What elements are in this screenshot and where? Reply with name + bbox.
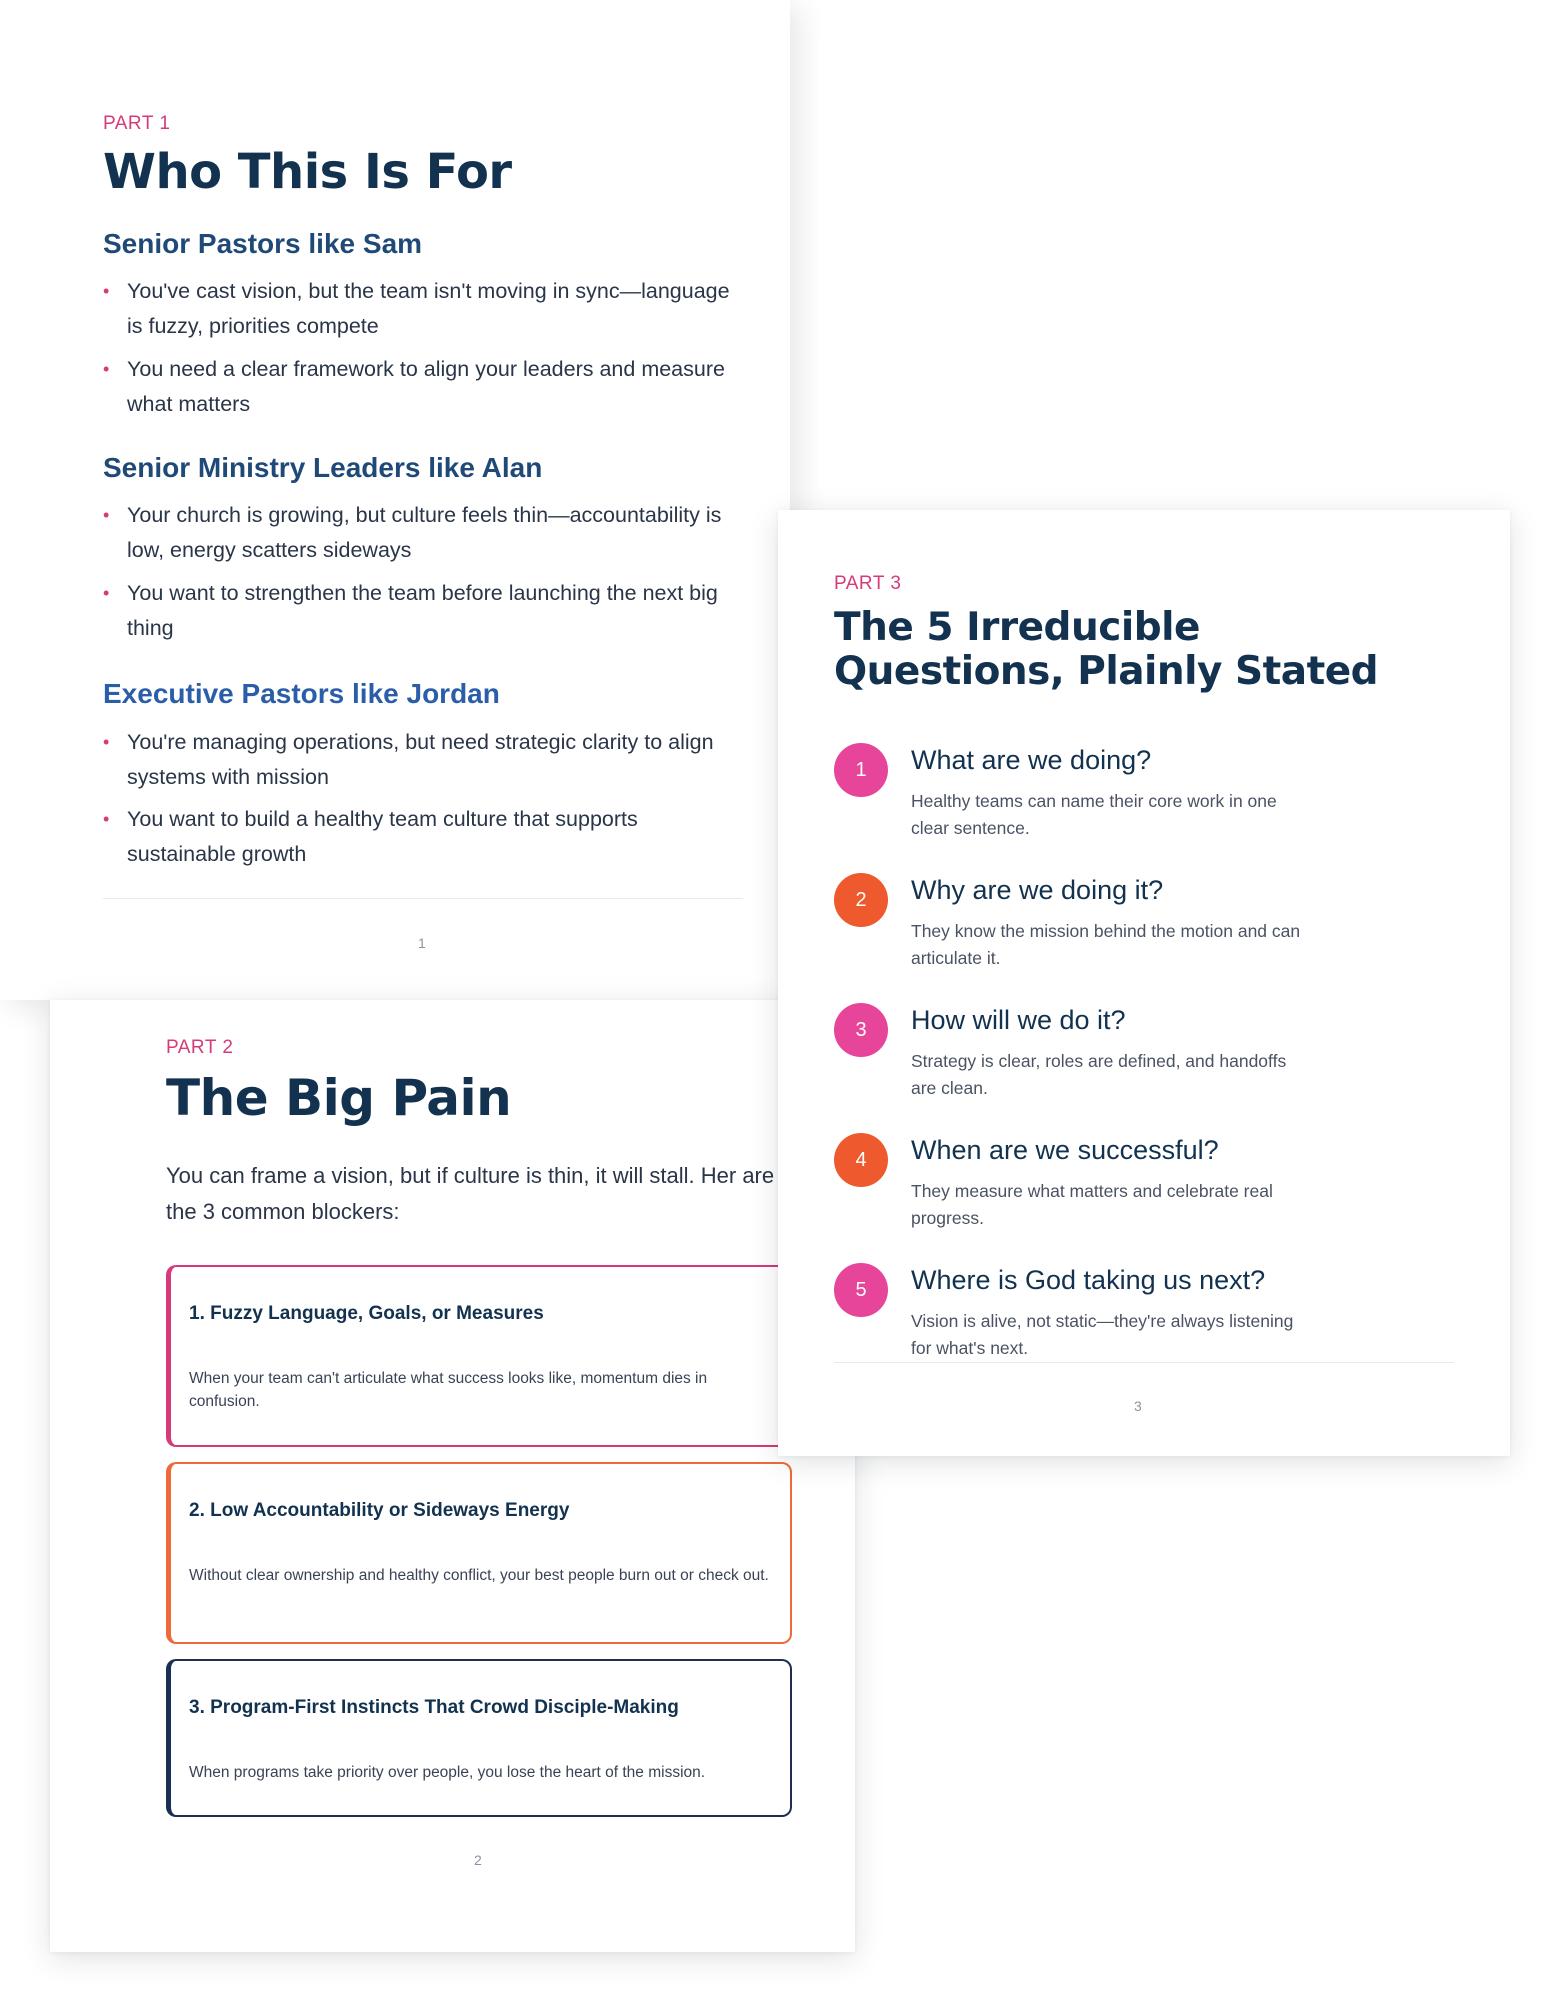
section-heading: Senior Ministry Leaders like Alan: [103, 452, 543, 483]
question-description: They measure what matters and celebrate real progress.: [911, 1181, 1273, 1228]
page-title: [834, 606, 1378, 693]
blocker-card: [166, 1659, 792, 1817]
bullet-item: • You want to build a healthy team culture that supports sustainable growth: [103, 802, 747, 872]
question-description: Vision is alive, not static—they're always listening for what's next.: [911, 1311, 1294, 1358]
question-description: They know the mission behind the motion and can articulate it.: [911, 921, 1301, 968]
card-body: When your team can't articulate what success looks like, momentum dies in confusion.: [189, 1370, 708, 1410]
part-label: PART 3: [834, 573, 902, 594]
page-part-1: [0, 0, 790, 1000]
part-label: PART 1: [103, 113, 171, 134]
bullet-item: • Your church is growing, but culture feels thin—accountability is low, energy scatters sideways: [103, 498, 747, 568]
page-part-3: [778, 510, 1510, 1456]
blocker-card: [166, 1462, 792, 1644]
card-title: 3. Program-First Instincts That Crowd Disciple-Making: [189, 1697, 679, 1718]
number-badge: 2: [834, 873, 888, 927]
page-number: 3: [1134, 1398, 1142, 1414]
question-title: Why are we doing it?: [911, 875, 1164, 905]
blocker-card: [166, 1265, 792, 1447]
number-badge: 1: [834, 743, 888, 797]
bullet-item: • You need a clear framework to align your leaders and measure what matters: [103, 352, 747, 422]
question-title: What are we doing?: [911, 745, 1152, 775]
page-title: Who This Is For: [103, 144, 512, 200]
bullet-item: • You've cast vision, but the team isn't moving in sync—language is fuzzy, priorities compete: [103, 274, 747, 344]
bullet-item: • You want to strengthen the team before launching the next big thing: [103, 576, 747, 646]
question-description: Healthy teams can name their core work in one clear sentence.: [911, 791, 1277, 838]
page-title: The Big Pain: [166, 1069, 512, 1127]
part-label: PART 2: [166, 1037, 234, 1058]
card-title: 1. Fuzzy Language, Goals, or Measures: [189, 1303, 544, 1324]
number-badge: 4: [834, 1133, 888, 1187]
question-title: When are we successful?: [911, 1135, 1219, 1165]
title-line: The 5 Irreducible: [834, 605, 1200, 650]
bullet-item: • You're managing operations, but need strategic clarity to align systems with mission: [103, 725, 747, 795]
page-number: 1: [418, 935, 426, 951]
card-body: When programs take priority over people, you lose the heart of the mission.: [189, 1764, 706, 1781]
divider: [103, 898, 743, 899]
card-title: 2. Low Accountability or Sideways Energy: [189, 1500, 570, 1521]
number-badge: 5: [834, 1263, 888, 1317]
section-heading: Senior Pastors like Sam: [103, 228, 423, 259]
card-body: Without clear ownership and healthy conflict, your best people burn out or check out.: [189, 1567, 769, 1584]
section-heading: Executive Pastors like Jordan: [103, 678, 500, 709]
intro-text: You can frame a vision, but if culture is thin, it will stall. Her are the 3 common blockers:: [166, 1163, 775, 1224]
title-line: Questions, Plainly Stated: [834, 648, 1379, 694]
divider: [834, 1362, 1454, 1363]
page-part-2: [50, 1000, 855, 1952]
question-title: Where is God taking us next?: [911, 1265, 1266, 1295]
question-title: How will we do it?: [911, 1005, 1126, 1035]
page-number: 2: [474, 1852, 482, 1868]
question-description: Strategy is clear, roles are defined, and handoffs are clean.: [911, 1051, 1287, 1098]
number-badge: 3: [834, 1003, 888, 1057]
